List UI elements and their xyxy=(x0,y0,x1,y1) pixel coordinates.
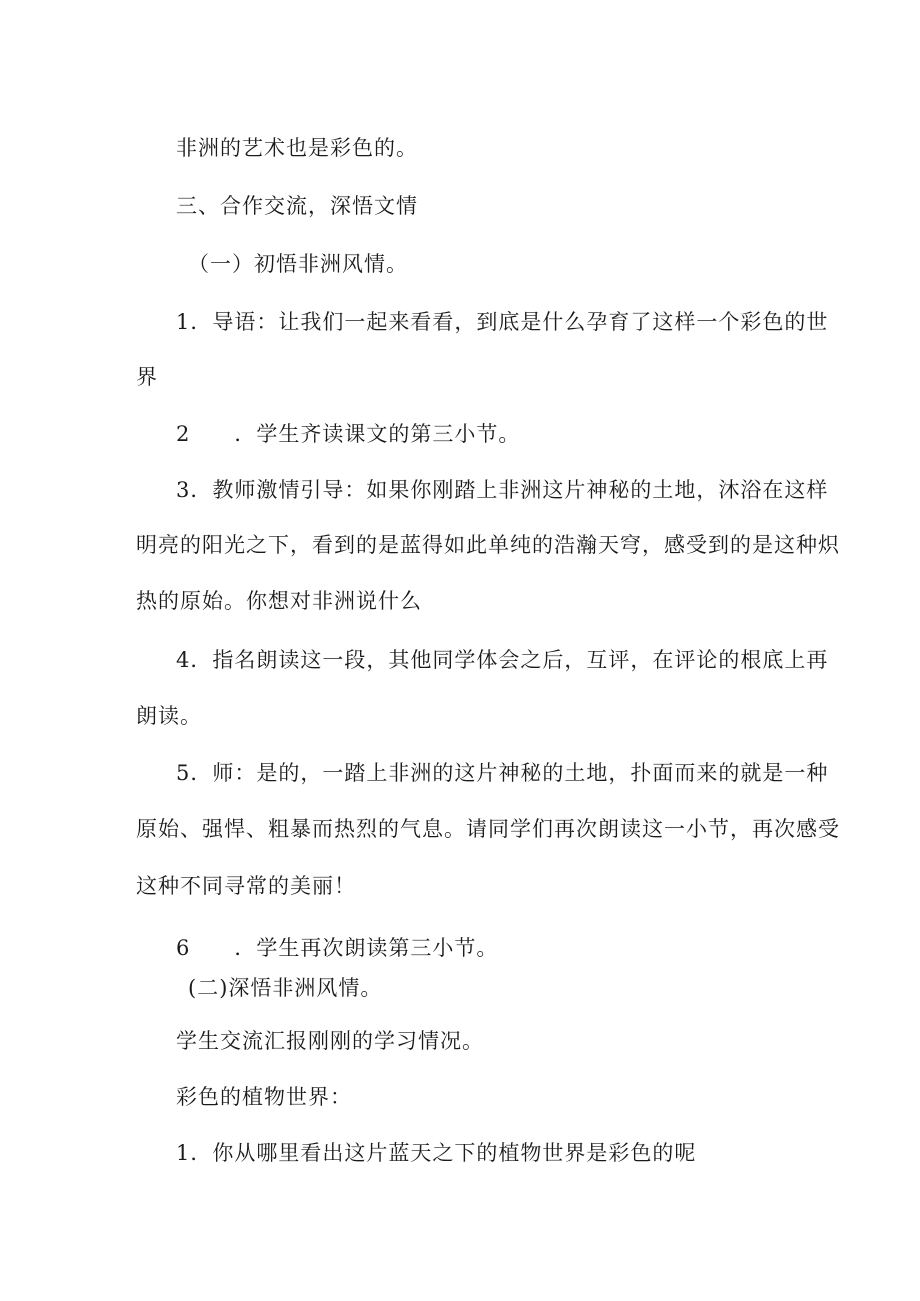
paragraph-line: 非洲的艺术也是彩色的。 xyxy=(176,136,418,160)
paragraph-line: 明亮的阳光之下，看到的是蓝得如此单纯的浩瀚天穹，感受到的是这种炽 xyxy=(136,533,840,557)
paragraph-line: 彩色的植物世界： xyxy=(176,1085,352,1109)
paragraph-line: 界 xyxy=(136,365,158,389)
subsection-heading: （一）初悟非洲风情。 xyxy=(188,252,408,276)
paragraph-line: 1．你从哪里看出这片蓝天之下的植物世界是彩色的呢 xyxy=(176,1141,697,1165)
paragraph-line: 原始、强悍、粗暴而热烈的气息。请同学们再次朗读这一小节，再次感受 xyxy=(136,817,840,841)
paragraph-line: 4．指名朗读这一段，其他同学体会之后，互评，在评论的根底上再 xyxy=(176,648,829,672)
paragraph-line: 学生交流汇报刚刚的学习情况。 xyxy=(176,1029,484,1053)
paragraph-line: 这种不同寻常的美丽！ xyxy=(136,874,356,898)
subsection-heading: (二)深悟非洲风情。 xyxy=(188,976,383,1000)
paragraph-line: 5．师：是的，一踏上非洲的这片神秘的土地，扑面而来的就是一种 xyxy=(176,761,829,785)
paragraph-line: 热的原始。你想对非洲说什么 xyxy=(136,589,422,613)
paragraph-line: 朗读。 xyxy=(136,704,202,728)
paragraph-line: 3．教师激情引导：如果你刚踏上非洲这片神秘的土地，沐浴在这样 xyxy=(176,478,829,502)
paragraph-line: 2 ．学生齐读课文的第三小节。 xyxy=(176,422,521,446)
paragraph-line: 6 ．学生再次朗读第三小节。 xyxy=(176,936,499,960)
paragraph-line: 1．导语：让我们一起来看看，到底是什么孕育了这样一个彩色的世 xyxy=(176,310,829,334)
section-heading: 三、合作交流，深悟文情 xyxy=(176,194,418,218)
